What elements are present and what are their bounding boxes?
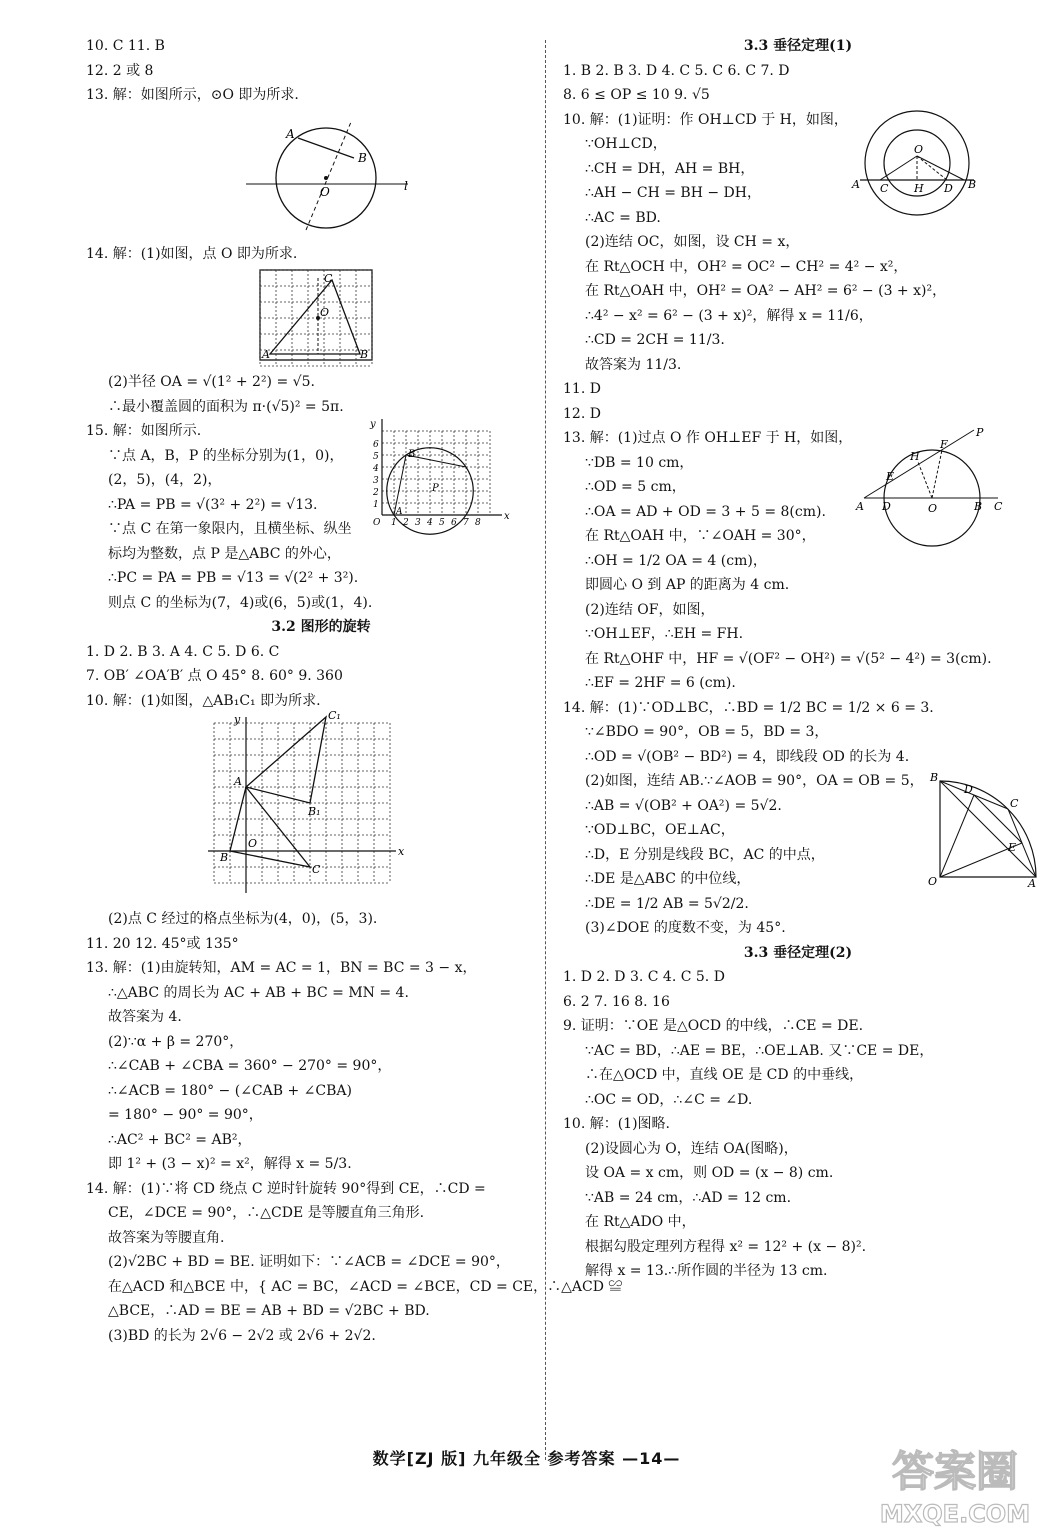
answer-line: ∴OD = √(OB² − BD²) = 4，即线段 OD 的长为 4.	[585, 748, 910, 765]
answer-line: ∴DE 是△ABC 的中位线，	[585, 871, 751, 887]
answer-line: 则点 C 的坐标为(7，4)或(6，5)或(1，4).	[108, 594, 373, 611]
figure-label: B	[220, 851, 229, 864]
answer-line: 12. D	[563, 405, 601, 422]
figure-label: D	[963, 783, 973, 796]
figure-label: H	[910, 450, 920, 463]
answer-line: ∴AB = √(OB² + OA²) = 5√2.	[585, 797, 782, 814]
watermark-line1: 答案圈	[891, 1447, 1019, 1496]
answer-line: 10. C 11. B	[86, 38, 165, 54]
figure-label: y	[370, 419, 376, 430]
answer-line: ∴OC = OD，∴∠C = ∠D.	[585, 1091, 753, 1108]
answer-line: ∴DE = 1/2 AB = 5√2/2.	[585, 895, 749, 912]
answer-line: ∵点 C 在第一象限内，且横坐标、纵坐	[108, 521, 352, 537]
answer-line: ∴PC = PA = PB = √13 = √(2² + 3²).	[108, 570, 359, 586]
answer-line: 在 Rt△OAH 中，∵∠OAH = 30°，	[585, 528, 816, 544]
figure-circle-chord	[226, 110, 416, 240]
answer-line: 在 Rt△OAH 中，OH² = OA² − AH² = 6² − (3 + x)²，	[585, 283, 947, 299]
answer-line: 即 1² + (3 − x)² = x²，解得 x = 5/3.	[108, 1156, 352, 1172]
figure-label: 1	[373, 500, 379, 510]
answer-line: (3)∠DOE 的度数不变，为 45°.	[585, 920, 786, 936]
answer-line: 故答案为 4.	[108, 1009, 182, 1025]
answer-line: 即圆心 O 到 AP 的距离为 4 cm.	[585, 577, 790, 593]
answer-line: 设 OA = x cm，则 OD = (x − 8) cm.	[585, 1165, 834, 1181]
figure-label: O	[928, 502, 938, 515]
text-with-figure	[563, 769, 1036, 916]
answer-line: △BCE，∴AD = BE = AB + BD = √2BC + BD.	[108, 1303, 430, 1319]
answer-line: 在 Rt△OCH 中，OH² = OC² − CH² = 4² − x²，	[585, 258, 908, 275]
answer-line: ∴AC² + BC² = AB²，	[108, 1131, 252, 1148]
figure-label: H	[913, 181, 924, 195]
figure-label: O	[913, 142, 923, 156]
answer-line: 13. 解：(1)过点 O 作 OH⊥EF 于 H，如图，	[563, 430, 853, 446]
figure-label: 6	[373, 440, 379, 450]
answer-line: 标均为整数，点 P 是△ABC 的外心，	[108, 545, 341, 562]
answer-line: 6. 2 7. 16 8. 16	[563, 993, 670, 1010]
figure-label: A	[262, 348, 270, 361]
figure-label: 2	[373, 488, 379, 498]
answer-line: 10. 解：(1)证明：作 OH⊥CD 于 H，如图，	[563, 111, 848, 128]
answer-line: (3)BD 的长为 2√6 − 2√2 或 2√6 + 2√2.	[108, 1327, 376, 1344]
answer-line: 1. D 2. B 3. A 4. C 5. D 6. C	[86, 643, 280, 660]
figure-label: P	[432, 483, 439, 494]
figure-quarter-circle	[928, 769, 1038, 889]
figure	[86, 268, 556, 368]
answer-line: 解得 x = 13.∴所作圆的半径为 13 cm.	[585, 1263, 828, 1279]
answer-line: 故答案为 11/3.	[585, 356, 682, 373]
answer-line: (2)设圆心为 O，连结 OA(图略)，	[585, 1140, 798, 1157]
answer-line: 14. 解：(1)∵OD⊥BC，∴BD = 1/2 BC = 1/2 × 6 = 3.	[563, 699, 934, 716]
figure-secant-circle	[856, 426, 1006, 556]
answer-line: ∴最小覆盖圆的面积为 π·(√5)² = 5π.	[108, 398, 344, 415]
answer-line: ∵OH⊥CD，	[585, 136, 667, 152]
column-divider	[545, 40, 546, 1460]
page-footer: 数学[ZJ 版] 九年级全 参考答案 —14—	[372, 1449, 681, 1468]
answer-line: (2，5)，(4，2)，	[108, 472, 222, 488]
answer-line: 1. D 2. D 3. C 4. C 5. D	[563, 969, 725, 985]
figure-label: F	[940, 438, 948, 451]
answer-line: ∴OD = 5 cm，	[585, 479, 686, 495]
figure-label: B	[974, 500, 983, 513]
figure-label: C	[994, 500, 1003, 513]
answer-line: ∵OH⊥EF，∴EH = FH.	[585, 626, 744, 642]
section-heading: 3.3 垂径定理(1)	[743, 38, 853, 54]
text-with-figure	[86, 419, 556, 591]
answer-line: (2)点 C 经过的格点坐标为(4，0)，(5，3).	[108, 911, 378, 927]
answer-line: ∴OA = AD + OD = 3 + 5 = 8(cm).	[585, 503, 826, 520]
answer-line: 在 Rt△OHF 中，HF = √(OF² − OH²) = √(5² − 4²) = 3(cm).	[585, 650, 992, 667]
figure-label: x	[504, 511, 510, 522]
figure-label: B	[408, 449, 416, 460]
figure-label: O	[248, 837, 258, 850]
answer-line: = 180° − 90° = 90°，	[108, 1107, 263, 1123]
answer-line: ∴CD = 2CH = 11/3.	[585, 332, 725, 348]
answer-line: (2)如图，连结 AB.∵∠AOB = 90°，OA = OB = 5，	[585, 773, 924, 789]
figure-label: 5	[439, 518, 445, 528]
figure-label: x	[398, 845, 405, 858]
answer-line: ∴PA = PB = √(3² + 2²) = √13.	[108, 496, 318, 513]
figure-rotation-grid	[86, 709, 405, 905]
figure-label: C	[312, 863, 321, 876]
answer-line: (2)∵α + β = 270°，	[108, 1033, 244, 1050]
figure-label: 5	[373, 452, 379, 462]
figure-label: P	[976, 426, 984, 439]
figure	[86, 110, 556, 240]
answer-line: ∵OD⊥BC，OE⊥AC，	[585, 822, 735, 838]
figure-label: C₁	[328, 709, 341, 722]
figure-label: l	[404, 178, 408, 193]
answer-line: ∴OH = 1/2 OA = 4 (cm)，	[585, 552, 767, 569]
answer-line: (2)连结 OF，如图，	[585, 601, 715, 618]
figure-label: C	[324, 272, 333, 285]
figure-label: B	[360, 348, 369, 361]
answer-line: ∴∠CAB + ∠CBA = 360° − 270° = 90°，	[108, 1058, 392, 1074]
text-with-figure	[563, 108, 1033, 231]
figure-label: y	[234, 713, 241, 726]
figure	[86, 709, 556, 905]
answer-line: (2)√2BC + BD = BE. 证明如下：∵∠ACB = ∠DCE = 90°，	[108, 1254, 510, 1270]
answer-line: (2)连结 OC，如图，设 CH = x，	[585, 234, 800, 250]
answer-line: ∵AB = 24 cm，∴AD = 12 cm.	[585, 1189, 792, 1206]
answer-line: ∴D，E 分别是线段 BC，AC 的中点，	[585, 846, 825, 863]
figure-label: 1	[391, 518, 397, 528]
answer-line: 15. 解：如图所示.	[86, 423, 202, 439]
answer-line: ∴EF = 2HF = 6 (cm).	[585, 675, 736, 691]
figure-label: B	[358, 150, 367, 165]
figure-label: 2	[403, 518, 409, 528]
answer-line: ∴AC = BD.	[585, 209, 661, 226]
figure-label: A	[851, 177, 860, 191]
figure-label: B	[929, 771, 938, 784]
figure-label: A	[396, 507, 403, 517]
figure-label: A	[234, 775, 242, 788]
right-column	[563, 34, 1036, 1284]
watermark-line2: MXQE.COM	[879, 1500, 1031, 1528]
figure-concentric-circles	[852, 108, 982, 218]
figure-label: 3	[373, 476, 379, 486]
figure-label: A	[856, 500, 865, 513]
figure-label: D	[882, 500, 892, 513]
answer-line: 12. 2 或 8	[86, 62, 154, 79]
answer-line: 11. D	[563, 381, 601, 397]
answer-line: ∵AC = BD，∴AE = BE，∴OE⊥AB. 又∵CE = DE，	[585, 1042, 934, 1059]
answer-line: ∴4² − x² = 6² − (3 + x)²，解得 x = 11/6，	[585, 307, 873, 324]
figure-label: C	[879, 181, 889, 195]
answer-line: 10. 解：(1)图略.	[563, 1116, 670, 1132]
figure-label: E	[886, 470, 895, 483]
figure-label: B₁	[308, 805, 321, 818]
answer-line: 13. 解：(1)由旋转知，AM = AC = 1，BN = BC = 3 − x，	[86, 960, 477, 976]
answer-line: 7. OB′ ∠OA′B′ 点 O 45° 8. 60° 9. 360	[86, 668, 343, 684]
answer-line: 13. 解：如图所示，⊙O 即为所求.	[86, 87, 299, 103]
figure-grid-triangle	[86, 268, 386, 368]
figure-label: B	[967, 177, 976, 191]
figure-label: 4	[373, 464, 379, 474]
answer-line: 根据勾股定理列方程得 x² = 12² + (x − 8)².	[585, 1238, 867, 1255]
answer-line: ∵∠BDO = 90°，OB = 5，BD = 3，	[585, 724, 829, 740]
figure-label: A	[286, 126, 295, 141]
section-heading: 3.2 图形的旋转	[271, 619, 371, 635]
text-with-figure	[563, 426, 1033, 573]
answer-line: 故答案为等腰直角.	[108, 1229, 225, 1246]
answer-line: CE，∠DCE = 90°，∴△CDE 是等腰直角三角形.	[108, 1205, 425, 1221]
figure-label: E	[1007, 841, 1016, 854]
figure-label: 8	[475, 518, 481, 528]
answer-line: 在 Rt△ADO 中，	[585, 1214, 696, 1230]
answer-line: ∴CH = DH，AH = BH，	[585, 160, 755, 177]
section-heading: 3.3 垂径定理(2)	[743, 944, 853, 961]
figure-label: 6	[451, 518, 457, 528]
figure-label: O	[320, 306, 330, 319]
figure-label: O	[320, 184, 330, 199]
figure-label: 3	[415, 518, 421, 528]
answer-line: 9. 证明：∵OE 是△OCD 的中线，∴CE = DE.	[563, 1018, 864, 1034]
answer-line: 8. 6 ≤ OP ≤ 10 9. √5	[563, 87, 710, 103]
figure-label: O	[927, 875, 937, 888]
answer-line: ∴AH − CH = BH − DH，	[585, 185, 761, 201]
answer-line: ∴△ABC 的周长为 AC + AB + BC = MN = 4.	[108, 984, 409, 1001]
answer-line: ∵DB = 10 cm，	[585, 454, 694, 471]
figure-label: 4	[427, 518, 433, 528]
answer-line: 在△ACD 和△BCE 中，{ AC = BC，∠ACD = ∠BCE，CD = CE，∴△ACD ≌	[108, 1278, 623, 1295]
watermark-logo	[865, 1442, 1045, 1530]
figure-label: 7	[463, 518, 469, 528]
answer-line: 14. 解：(1)如图，点 O 即为所求.	[86, 245, 298, 262]
answer-line: 1. B 2. B 3. D 4. C 5. C 6. C 7. D	[563, 62, 790, 79]
answer-line: 10. 解：(1)如图，△AB₁C₁ 即为所求.	[86, 692, 321, 709]
answer-line: 11. 20 12. 45°或 135°	[86, 935, 239, 952]
figure-label: D	[943, 181, 953, 195]
figure-coordinate-circle	[362, 419, 510, 529]
answer-line: 14. 解：(1)∵将 CD 绕点 C 逆时针旋转 90°得到 CE，∴CD =	[86, 1180, 486, 1197]
figure-label: A	[1027, 877, 1036, 890]
figure-label: C	[1009, 797, 1019, 810]
answer-line: ∵点 A，B，P 的坐标分别为(1，0)，	[108, 447, 344, 464]
answer-line: ∴∠ACB = 180° − (∠CAB + ∠CBA)	[108, 1082, 352, 1099]
figure-label: O	[373, 518, 381, 528]
answer-line: ∴在△OCD 中，直线 OE 是 CD 的中垂线，	[585, 1067, 864, 1083]
answer-line: (2)半径 OA = √(1² + 2²) = √5.	[108, 374, 315, 390]
